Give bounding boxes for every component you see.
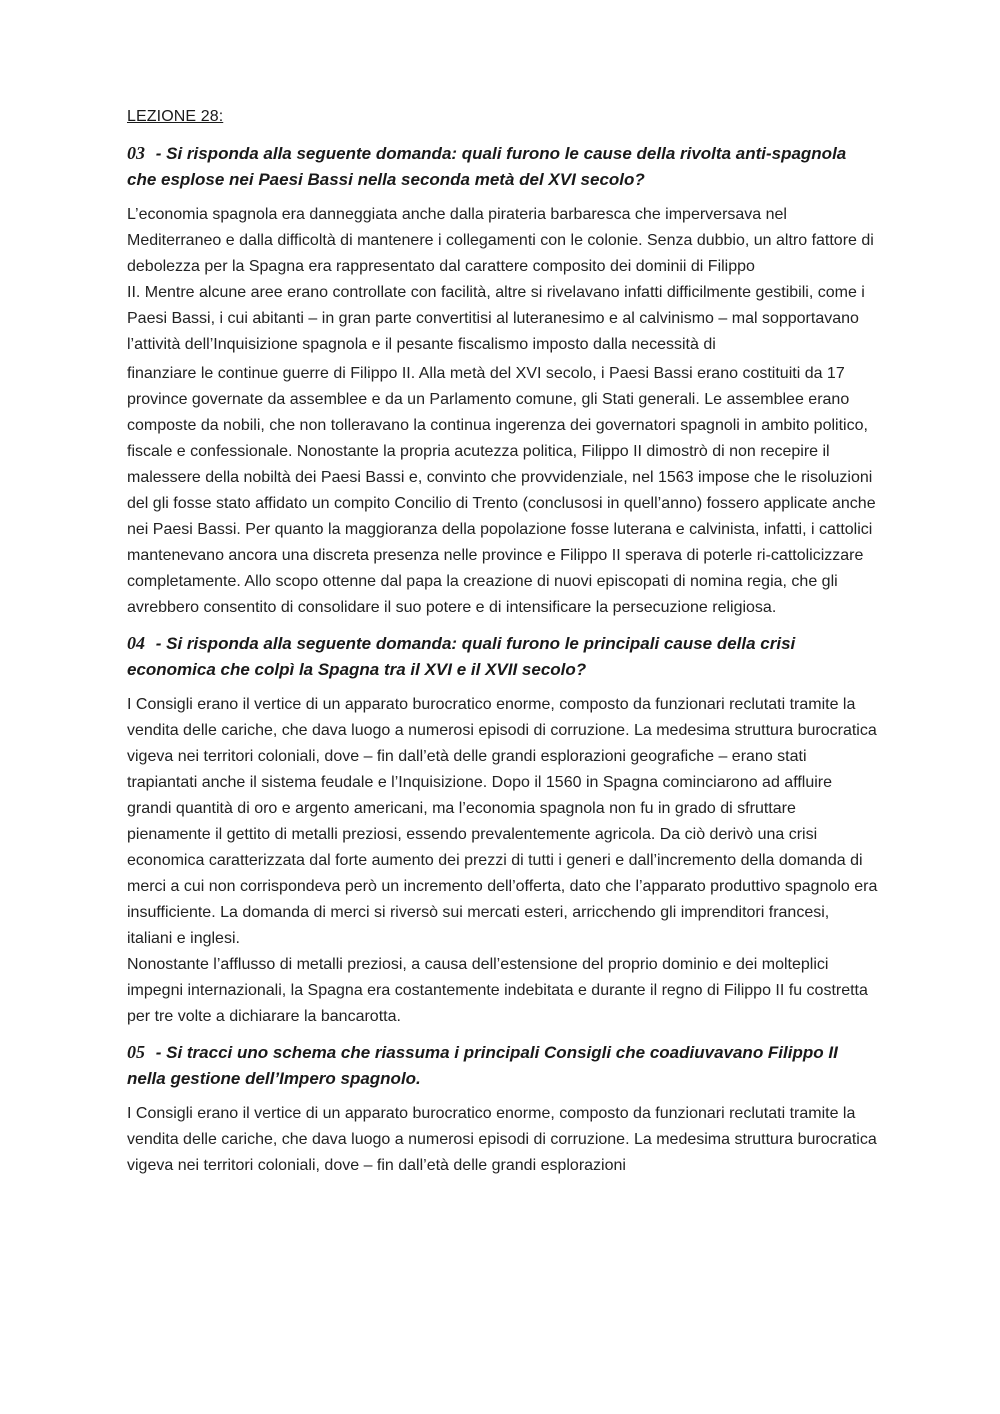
answer-paragraph: finanziare le continue guerre di Filippo II. Alla metà del XVI secolo, i Paesi Bassi erano costituiti da 17 province governate da assemblee e da un Parlamento comune, gli Stati generali. Le assemblee erano composte da nobili, che non tolleravano la continua ingerenza dei governatori spagnoli in ambito politico, fiscale e confessionale. Nonostante la propria acutezza politica, Filippo II dimostrò di non recepire il malessere della nobiltà dei Paesi Bassi e, convinto che provvidenziale, nel 1563 impose che le risoluzioni del gli fosse stato affidato un compito Concilio di Trento (conclusosi in quell’anno) fossero applicate anche nei Paesi Bassi. Per quanto la maggioranza della popolazione fosse luterana e calvinista, infatti, i cattolici mantenevano ancora una discreta presenza nelle province e Filippo II sperava di poterle ri-cattolicizzare completamente. Allo scopo ottenne dal papa la creazione di nuovi episcopati di nomina regia, che gli avrebbero consentito di consolidare il suo potere e di intensificare la persecuzione religiosa. [127, 365, 876, 616]
document-page [127, 106, 879, 1188]
question-number: 03 [127, 143, 145, 163]
question-number: 04 [127, 633, 145, 653]
lesson-title: LEZIONE 28: [127, 108, 224, 125]
answer-paragraph: L’economia spagnola era danneggiata anche dalla pirateria barbaresca che imperversava nel Mediterraneo e dalla difficoltà di mantenere i collegamenti con le colonie. Senza dubbio, un altro fattore di debolezza per la Spagna era rappresentato dal carattere composito dei dominii di Filippo [127, 206, 874, 275]
answer-paragraph: Nonostante l’afflusso di metalli preziosi, a causa dell’estensione del proprio dominio e dei molteplici impegni internazionali, la Spagna era costantemente indebitata e durante il regno di Filippo II fu costretta per tre volte a dichiarare la bancarotta. [127, 956, 868, 1025]
answer-paragraph: I Consigli erano il vertice di un apparato burocratico enorme, composto da funzionari reclutati tramite la vendita delle cariche, che dava luogo a numerosi episodi di corruzione. La medesima struttura burocratica vigeva nei territori coloniali, dove – fin dall’età delle grandi esplorazioni geografiche – erano stati trapiantati anche il sistema feudale e l’Inquisizione. Dopo il 1560 in Spagna cominciarono ad affluire grandi quantità di oro e argento americani, ma l’economia spagnola non fu in grado di sfruttare pienamente il gettito di metalli preziosi, essendo prevalentemente agricola. Da ciò derivò una crisi economica caratterizzata dal forte aumento dei prezzi di tutti i generi e dall’incremento della domanda di merci a cui non corrispondeva però un incremento dell’offerta, dato che l’apparato produttivo spagnolo era insufficiente. La domanda di merci si riversò sui mercati esteri, arricchendo gli imprenditori francesi, italiani e inglesi. [127, 696, 878, 947]
question-text: - Si risponda alla seguente domanda: quali furono le principali cause della crisi economica che colpì la Spagna tra il XVI e il XVII secolo? [127, 634, 796, 679]
question-text: - Si tracci uno schema che riassuma i principali Consigli che coadiuvavano Filippo II nella gestione dell’Impero spagnolo. [127, 1043, 838, 1088]
answer-paragraph: I Consigli erano il vertice di un apparato burocratico enorme, composto da funzionari reclutati tramite la vendita delle cariche, che dava luogo a numerosi episodi di corruzione. La medesima struttura burocratica vigeva nei territori coloniali, dove – fin dall’età delle grandi esplorazioni [127, 1105, 877, 1174]
answer-block [127, 692, 879, 1030]
answer-block [127, 1101, 879, 1179]
answer-paragraph: II. Mentre alcune aree erano controllate con facilità, altre si rivelavano infatti difficilmente gestibili, come i Paesi Bassi, i cui abitanti – in gran parte convertitisi al luteranesimo e al calvinismo – mal sopportavano l’attività dell’Inquisizione spagnola e il pesante fiscalismo imposto dalla necessità di [127, 284, 865, 353]
question-heading [127, 1039, 879, 1092]
question-number: 05 [127, 1042, 145, 1062]
question-heading [127, 630, 879, 683]
answer-block [127, 202, 879, 621]
question-text: - Si risponda alla seguente domanda: quali furono le cause della rivolta anti-spagnola che esplose nei Paesi Bassi nella seconda metà del XVI secolo? [127, 144, 847, 189]
question-heading [127, 140, 879, 193]
